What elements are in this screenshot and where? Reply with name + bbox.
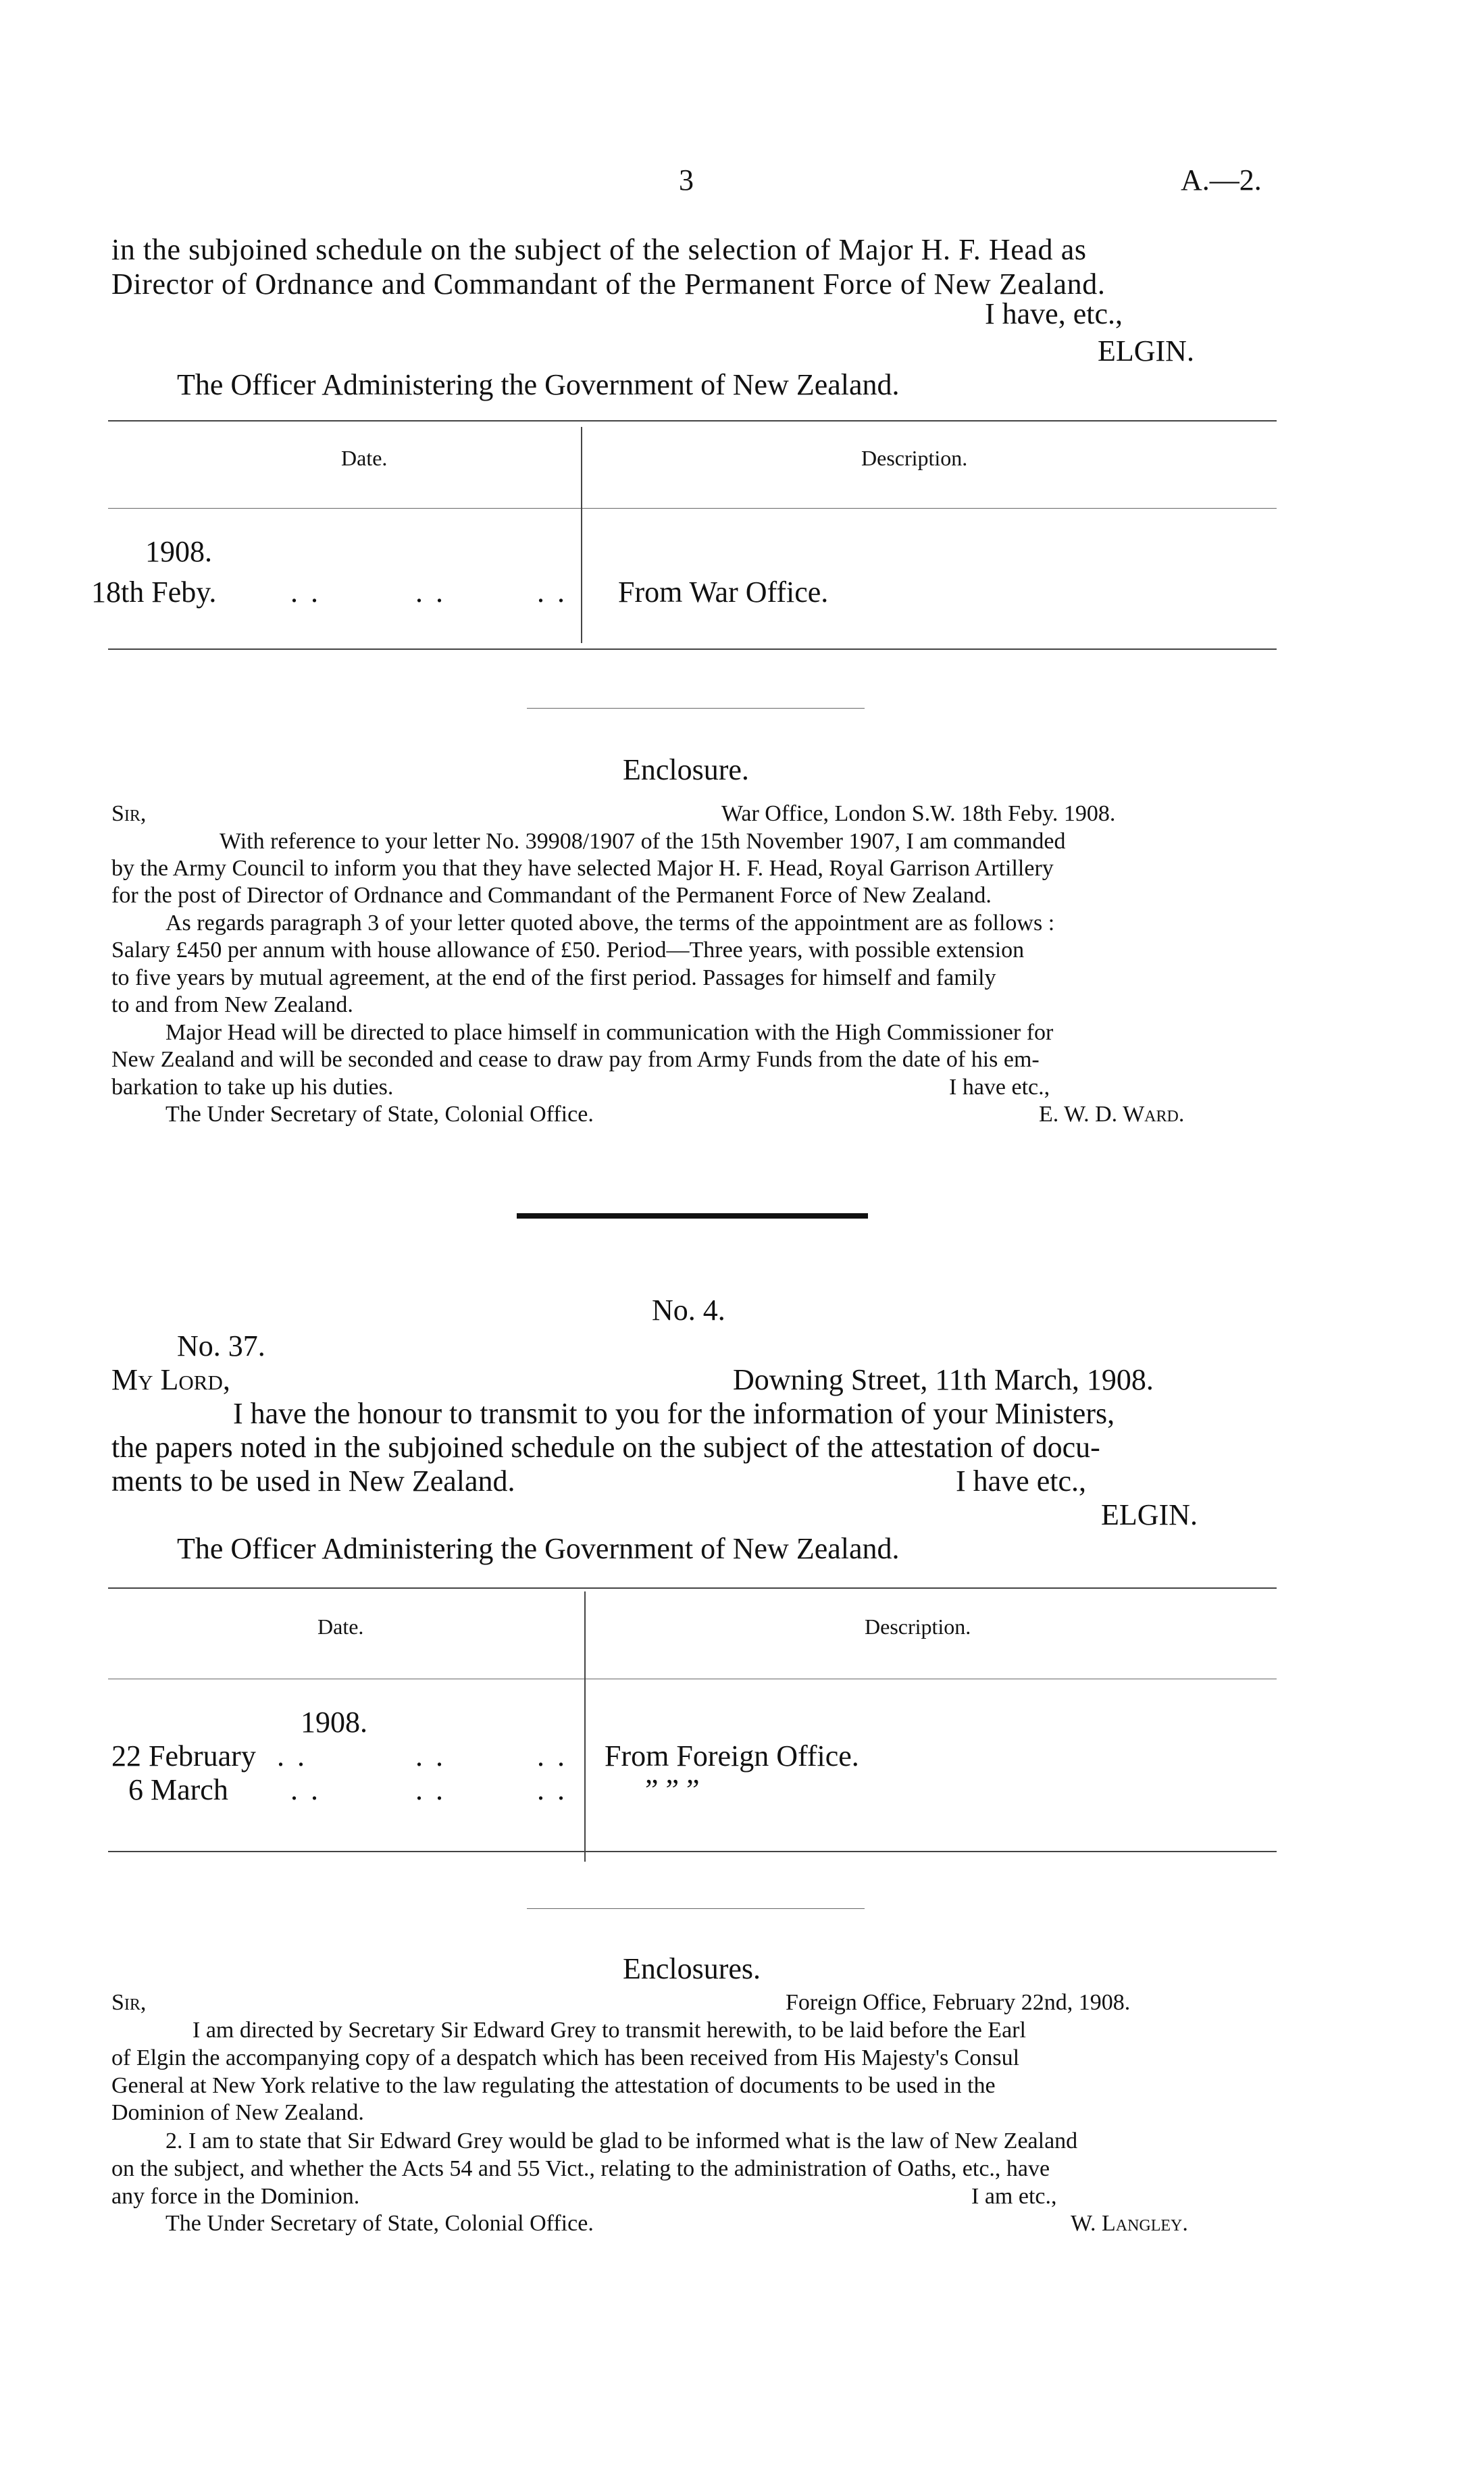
signature: ELGIN. (1101, 1498, 1198, 1531)
body-line: I am directed by Secretary Sir Edward Grey to transmit herewith, to be laid before the Earl (193, 2018, 1026, 2043)
dateline: Downing Street, 11th March, 1908. (733, 1363, 1154, 1396)
leader-dots: . . (415, 1773, 446, 1806)
body-line: General at New York relative to the law regulating the attestation of documents to be used in the (111, 2073, 996, 2098)
body-line: Salary £450 per annum with house allowance of £50. Period—Three years, with possible extension (111, 938, 1025, 963)
leader-dots: . . (537, 576, 567, 609)
salutation: Sir, (111, 1990, 147, 2015)
row-description: From War Office. (618, 576, 829, 609)
document-reference: A.—2. (1181, 163, 1262, 197)
salutation: My Lord, (111, 1363, 230, 1396)
salutation: Sir, (111, 801, 147, 826)
body-line: barkation to take up his duties. (111, 1075, 394, 1100)
continuation-line-1: in the subjoined schedule on the subject of the selection of Major H. F. Head as (111, 233, 1087, 266)
divider (527, 708, 865, 709)
addressee: The Under Secretary of State, Colonial Office. (165, 2211, 594, 2236)
description-column-header: Description. (861, 446, 968, 470)
leader-dots: . . (277, 1739, 307, 1773)
body-line: 2. I am to state that Sir Edward Grey would be glad to be informed what is the law of New Zealand (165, 2128, 1078, 2153)
leader-dots: . . (290, 1773, 321, 1806)
date-column-header: Date. (317, 1614, 364, 1639)
body-line: Major Head will be directed to place himself in communication with the High Commissioner for (165, 1020, 1054, 1045)
closing: I have etc., (956, 1464, 1086, 1498)
row-description: ” ” ” (645, 1773, 700, 1806)
page-number: 3 (679, 163, 694, 197)
divider (527, 1908, 865, 1909)
body-line: of Elgin the accompanying copy of a despatch which has been received from His Majesty's Consul (111, 2045, 1020, 2070)
leader-dots: . . (415, 1739, 446, 1773)
date-column-header: Date. (341, 446, 388, 470)
body-line: by the Army Council to inform you that they have selected Major H. F. Head, Royal Garrison Artillery (111, 856, 1054, 881)
body-line: on the subject, and whether the Acts 54 and 55 Vict., relating to the administration of Oaths, etc., have (111, 2156, 1050, 2181)
leader-dots: . . (537, 1739, 567, 1773)
body-line: to five years by mutual agreement, at the end of the first period. Passages for himself and family (111, 965, 996, 990)
section-title: Enclosure. (623, 753, 749, 786)
body-line: As regards paragraph 3 of your letter quoted above, the terms of the appointment are as follows : (165, 911, 1055, 936)
dateline: War Office, London S.W. 18th Feby. 1908. (721, 801, 1116, 826)
body-line: New Zealand and will be seconded and cease to draw pay from Army Funds from the date of his em- (111, 1047, 1040, 1072)
closing: I am etc., (971, 2184, 1057, 2209)
addressee: The Under Secretary of State, Colonial Office. (165, 1102, 594, 1127)
addressee: The Officer Administering the Government of New Zealand. (177, 368, 900, 401)
body-line: the papers noted in the subjoined schedule on the subject of the attestation of docu- (111, 1431, 1100, 1464)
closing: I have, etc., (985, 297, 1123, 330)
continuation-line-2: Director of Ordnance and Commandant of the Permanent Force of New Zealand. (111, 267, 1106, 301)
signature: E. W. D. Ward. (1039, 1102, 1185, 1127)
signature: ELGIN. (1098, 334, 1194, 367)
leader-dots: . . (537, 1773, 567, 1806)
dateline: Foreign Office, February 22nd, 1908. (786, 1990, 1131, 2015)
leader-dots: . . (415, 576, 446, 609)
body-line: for the post of Director of Ordnance and Commandant of the Permanent Force of New Zealand. (111, 883, 992, 908)
addressee: The Officer Administering the Government of New Zealand. (177, 1532, 900, 1565)
row-date: 18th Feby. (91, 576, 217, 609)
year-label: 1908. (145, 535, 212, 568)
body-line: to and from New Zealand. (111, 992, 353, 1017)
body-line: With reference to your letter No. 39908/1907 of the 15th November 1907, I am commanded (220, 829, 1066, 854)
body-line: Dominion of New Zealand. (111, 2100, 364, 2125)
row-description: From Foreign Office. (605, 1739, 859, 1773)
despatch-number: No. 37. (177, 1329, 265, 1362)
body-line: any force in the Dominion. (111, 2184, 360, 2209)
section-title: Enclosures. (623, 1952, 761, 1985)
body-line: ments to be used in New Zealand. (111, 1464, 515, 1498)
body-line: I have the honour to transmit to you for the information of your Ministers, (233, 1397, 1115, 1430)
leader-dots: . . (290, 576, 321, 609)
description-column-header: Description. (865, 1614, 971, 1639)
row-date: 6 March (128, 1773, 228, 1806)
section-divider (517, 1213, 868, 1219)
signature: W. Langley. (1071, 2211, 1188, 2236)
row-date: 22 February (111, 1739, 256, 1773)
year-label: 1908. (301, 1706, 367, 1739)
closing: I have etc., (949, 1075, 1050, 1100)
section-title: No. 4. (652, 1294, 725, 1327)
